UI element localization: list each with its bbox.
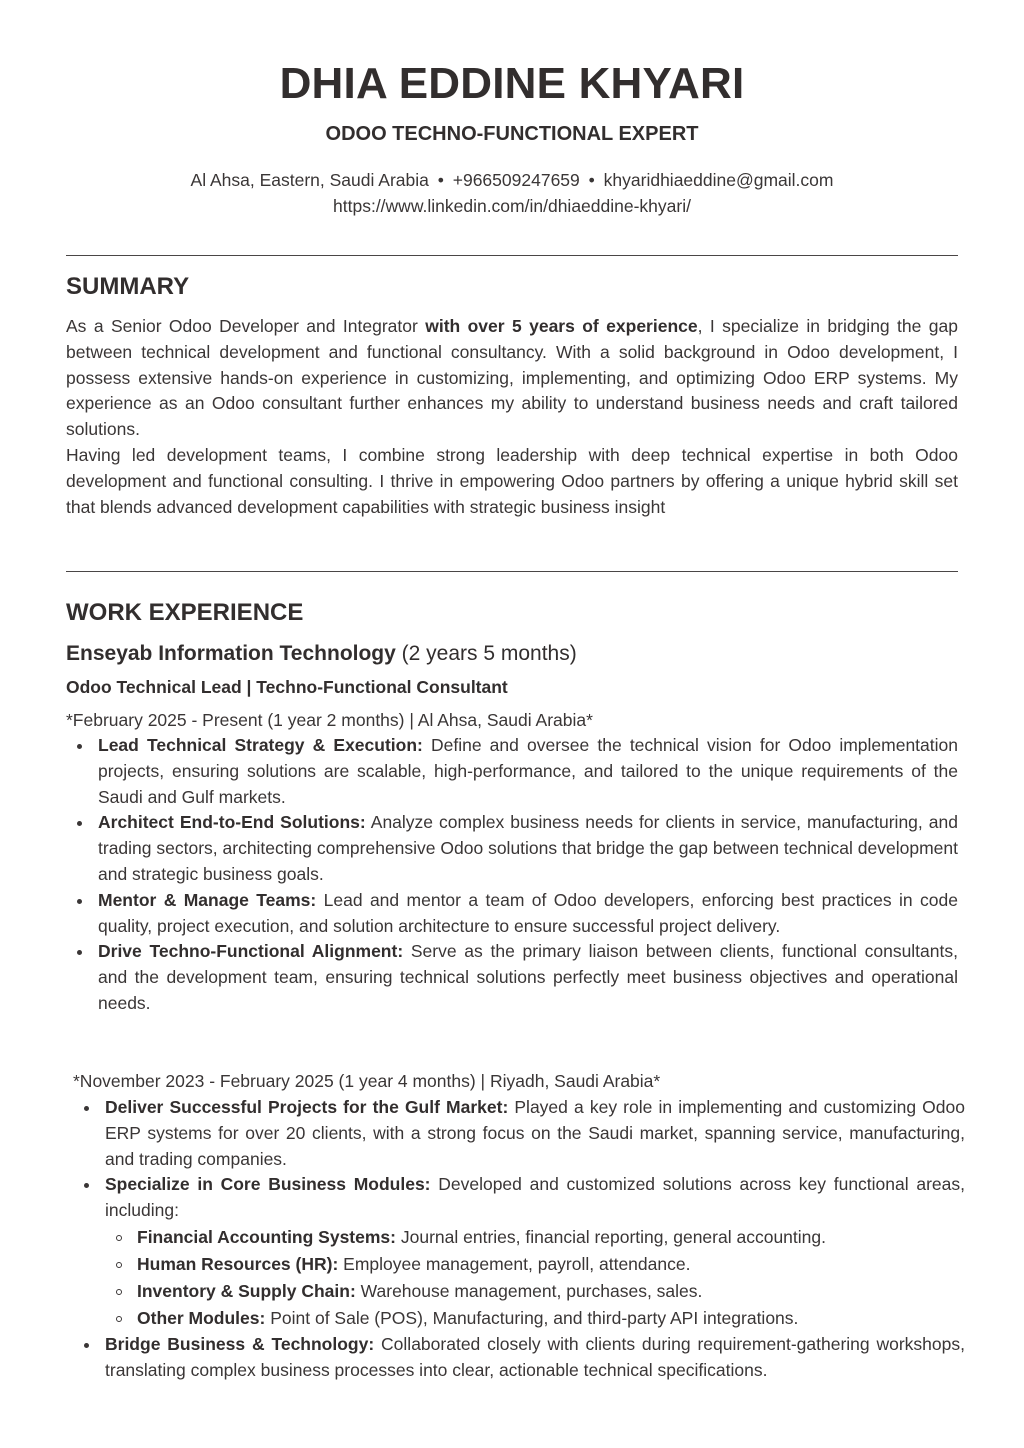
linkedin-link[interactable]: https://www.linkedin.com/in/dhiaeddine-khyari/: [333, 196, 691, 216]
bullet-label: Lead Technical Strategy & Execution:: [98, 735, 423, 755]
bullet-text: Define and oversee the technical vision for Odoo implementation projects, ensuring solutions are scalable, high-performance, and tailored to the unique requirements of the Saudi and Gulf markets.: [98, 735, 958, 807]
sub-label: Human Resources (HR):: [137, 1253, 339, 1274]
summary-highlight: with over 5 years of experience: [425, 316, 698, 336]
sub-text: Warehouse management, purchases, sales.: [355, 1280, 703, 1301]
bullet-icon: [77, 821, 82, 826]
bullet-text: Collaborated closely with clients during requirement-gathering workshops, translating complex business processes into clear, actionable technical specifications.: [105, 1333, 965, 1380]
sub-list-item: [105, 1278, 965, 1305]
bullet-label: Deliver Successful Projects for the Gulf Market:: [105, 1097, 509, 1117]
bullet-label: Specialize in Core Business Modules:: [105, 1174, 431, 1195]
company-duration: (2 years 5 months): [395, 642, 577, 665]
list-item: [73, 1332, 965, 1384]
summary-text: As a Senior Odoo Developer and Integrator: [66, 316, 426, 336]
bullet-label: Bridge Business & Technology:: [105, 1333, 375, 1354]
bullet-text: Analyze complex business needs for clients in service, manufacturing, and trading sectors, architecting comprehensive Odoo solutions that bridge the gap between technical development and strategic business goals.: [98, 812, 958, 884]
contact-line: [0, 167, 1024, 193]
hollow-bullet-icon: [116, 1289, 122, 1295]
separator-dot: •: [437, 170, 444, 190]
bullet-text: Played a key role in implementing and customizing Odoo ERP systems for over 20 clients, with a strong focus on the Saudi market, spanning service, manufacturing, and trading companies.: [105, 1097, 965, 1169]
sub-list-item: [105, 1305, 965, 1332]
bullet-icon: [77, 744, 82, 749]
position-1-bullets: [66, 733, 958, 1017]
bullet-icon: [84, 1183, 89, 1188]
bullet-text: Developed and customized solutions across key functional areas, including:: [105, 1174, 965, 1221]
bullet-icon: [77, 950, 82, 955]
list-item: [66, 733, 958, 810]
contact-info: [0, 167, 1024, 219]
position-period: *February 2025 - Present (1 year 2 months) | Al Ahsa, Saudi Arabia*: [66, 710, 593, 730]
bullet-label: Architect End-to-End Solutions:: [98, 812, 366, 833]
bullet-icon: [84, 1343, 89, 1348]
company-line: [66, 640, 577, 668]
list-item: [73, 1172, 965, 1332]
sub-text: Employee management, payroll, attendance.: [338, 1253, 691, 1274]
position-period: *November 2023 - February 2025 (1 year 4 months) | Riyadh, Saudi Arabia*: [73, 1071, 661, 1091]
bullet-icon: [84, 1106, 89, 1111]
sub-label: Financial Accounting Systems:: [137, 1226, 396, 1247]
job-title: ODOO TECHNO-FUNCTIONAL EXPERT: [325, 123, 699, 145]
separator-dot: •: [588, 170, 595, 190]
hollow-bullet-icon: [116, 1262, 122, 1268]
divider: [66, 571, 958, 572]
bullet-icon: [77, 899, 82, 904]
email-link[interactable]: khyaridhiaeddine@gmail.com: [603, 170, 834, 190]
list-item: [66, 939, 958, 1016]
role-title: Odoo Technical Lead | Techno-Functional Consultant: [66, 677, 508, 697]
phone-number[interactable]: +966509247659: [452, 170, 580, 190]
sub-label: Inventory & Supply Chain:: [137, 1280, 356, 1301]
position-2-bullets: [73, 1095, 965, 1384]
sub-list-item: [105, 1224, 965, 1251]
candidate-name: DHIA EDDINE KHYARI: [279, 59, 745, 108]
list-item: [73, 1095, 965, 1172]
bullet-text: Lead and mentor a team of Odoo developers, enforcing best practices in code quality, project execution, and solution architecture to ensure successful project delivery.: [98, 889, 958, 936]
hollow-bullet-icon: [116, 1235, 122, 1241]
hollow-bullet-icon: [116, 1316, 122, 1322]
company-name: Enseyab Information Technology: [66, 642, 396, 665]
sub-text: Journal entries, financial reporting, general accounting.: [396, 1226, 826, 1247]
list-item: [66, 888, 958, 940]
sub-text: Point of Sale (POS), Manufacturing, and third-party API integrations.: [265, 1307, 799, 1328]
summary-paragraph-1: [66, 314, 958, 443]
module-sublist: [105, 1224, 965, 1332]
sub-list-item: [105, 1251, 965, 1278]
summary-heading: SUMMARY: [66, 273, 190, 300]
summary-paragraph-2: Having led development teams, I combine strong leadership with deep technical expertise in both Odoo development and functional consulting. I thrive in empowering Odoo partners by offering a unique hybrid skill set that blends advanced development capabilities with strategic business insight: [66, 445, 958, 517]
bullet-label: Mentor & Manage Teams:: [98, 889, 317, 910]
bullet-label: Drive Techno-Functional Alignment:: [98, 941, 404, 962]
sub-label: Other Modules:: [137, 1307, 266, 1328]
work-experience-heading: WORK EXPERIENCE: [66, 599, 304, 626]
summary-text: , I specialize in bridging the gap between technical development and functional consultancy. With a solid background in Odoo development, I possess extensive hands-on experience in customizing, implementing, and optimizing Odoo ERP systems. My experience as an Odoo consultant further enhances my ability to understand business needs and craft tailored solutions.: [66, 316, 958, 440]
location: Al Ahsa, Eastern, Saudi Arabia: [190, 170, 429, 190]
list-item: [66, 810, 958, 887]
bullet-text: Serve as the primary liaison between clients, functional consultants, and the development team, ensuring technical solutions perfectly meet business objectives and operational needs.: [98, 941, 958, 1013]
divider: [66, 255, 958, 256]
